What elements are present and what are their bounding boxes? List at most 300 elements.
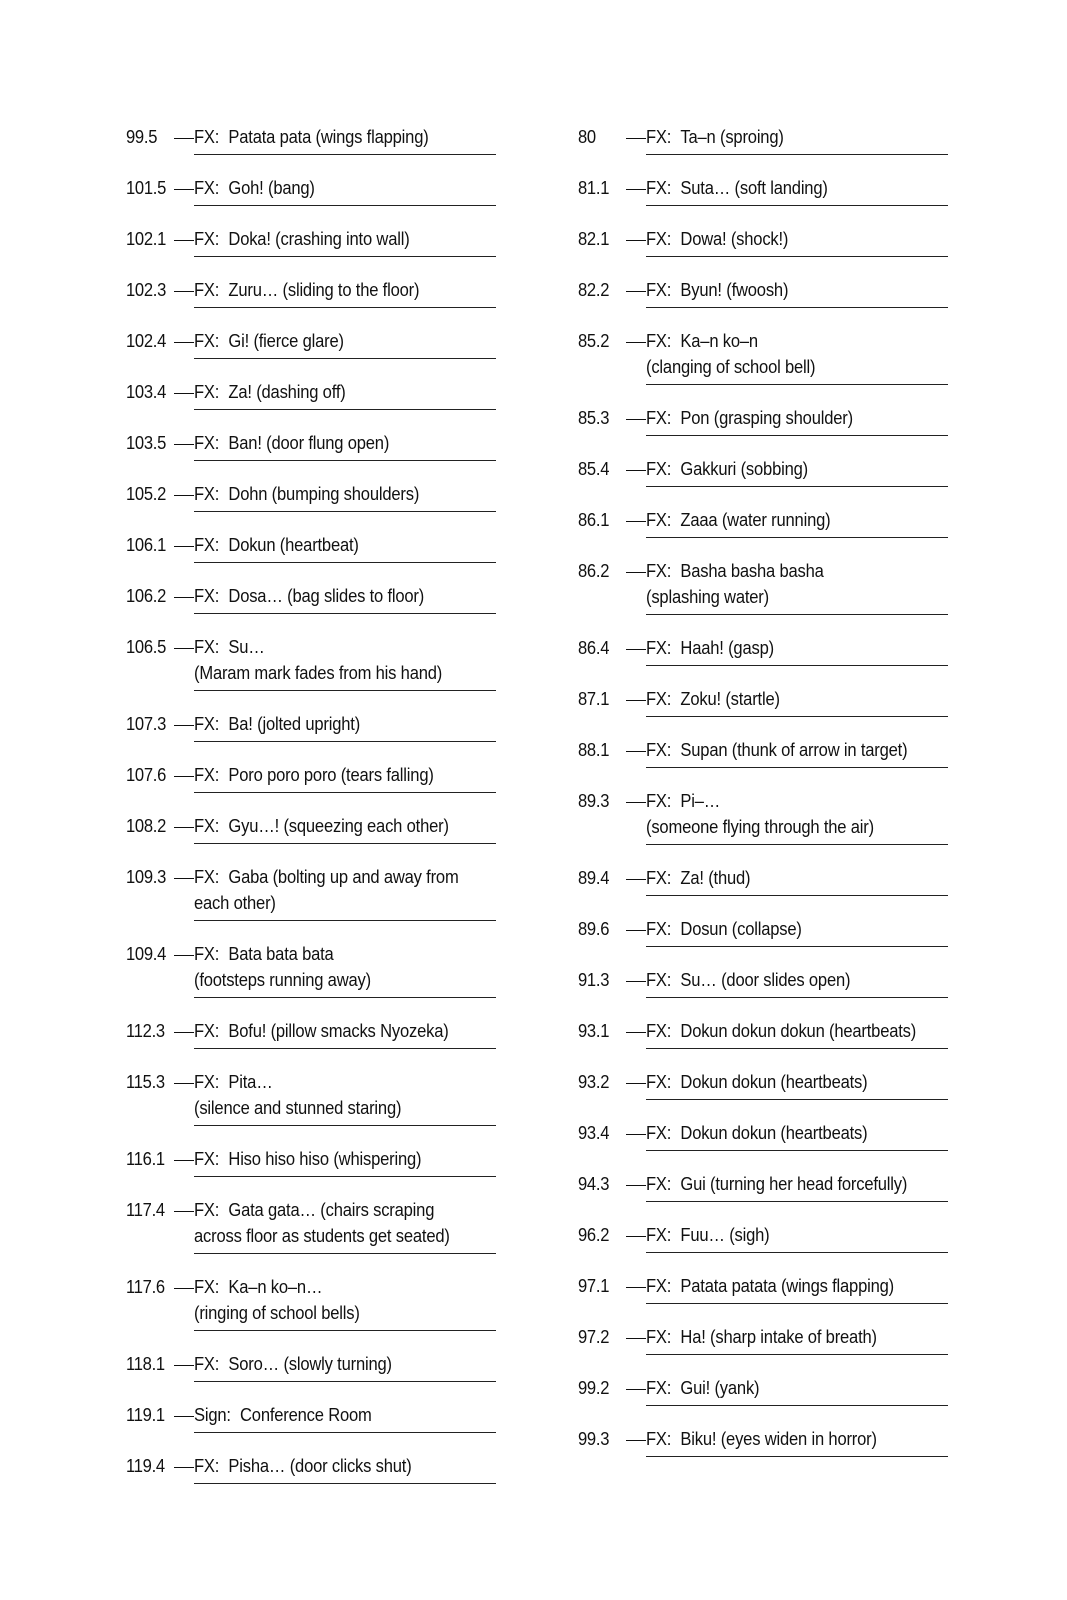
page-panel-ref: 109.4 <box>126 944 167 964</box>
leader-dash <box>626 1185 646 1186</box>
sfx-entry <box>126 277 496 308</box>
page-panel-ref: 107.6 <box>126 765 167 785</box>
sfx-label: FX: <box>646 178 672 198</box>
sfx-text: Hiso hiso hiso (whispering) <box>228 1149 422 1169</box>
leader-dash <box>174 291 194 292</box>
page-panel-ref: 97.2 <box>578 1327 610 1347</box>
sfx-label: FX: <box>646 740 672 760</box>
leader-dash <box>626 291 646 292</box>
sfx-text: Dokun dokun dokun (heartbeats) <box>680 1021 917 1041</box>
sfx-text: Dokun dokun (heartbeats) <box>680 1123 868 1143</box>
sfx-entry <box>126 1146 496 1177</box>
page-panel-ref: 99.3 <box>578 1429 610 1449</box>
sfx-label: FX: <box>194 1072 220 1092</box>
page-panel-ref: 99.2 <box>578 1378 610 1398</box>
sfx-label: FX: <box>194 1456 220 1476</box>
leader-dash <box>174 1211 194 1212</box>
sfx-text: Gi! (fierce glare) <box>228 331 344 351</box>
sfx-entry <box>578 507 948 538</box>
sfx-description <box>194 1018 496 1049</box>
sfx-description <box>646 788 948 845</box>
sfx-label: FX: <box>646 1174 672 1194</box>
sfx-description <box>646 124 948 155</box>
sfx-label: FX: <box>194 484 220 504</box>
sfx-text-continued: (Maram mark fades from his hand) <box>194 663 443 683</box>
sfx-description <box>646 737 948 768</box>
page-panel-ref: 101.5 <box>126 178 167 198</box>
sfx-text: Soro… (slowly turning) <box>228 1354 392 1374</box>
sfx-description <box>194 532 496 563</box>
sfx-text: Basha basha basha <box>680 561 824 581</box>
sfx-description <box>194 864 496 921</box>
sfx-entry <box>126 124 496 155</box>
sfx-text: Gui! (yank) <box>680 1378 760 1398</box>
sfx-label: FX: <box>194 867 220 887</box>
page-panel-ref: 117.4 <box>126 1200 165 1220</box>
sfx-entry <box>126 1453 496 1484</box>
leader-dash <box>174 1467 194 1468</box>
sfx-entry <box>578 277 948 308</box>
sfx-text: Za! (thud) <box>680 868 751 888</box>
sfx-label: FX: <box>194 127 220 147</box>
sfx-entry <box>126 1351 496 1382</box>
sfx-text: Zuru… (sliding to the floor) <box>228 280 420 300</box>
sfx-label: FX: <box>194 331 220 351</box>
sfx-entry <box>578 1273 948 1304</box>
sfx-text: Supan (thunk of arrow in target) <box>680 740 908 760</box>
leader-dash <box>626 1389 646 1390</box>
sfx-entry <box>126 379 496 410</box>
sfx-entry <box>126 941 496 998</box>
sfx-text: Gakkuri (sobbing) <box>680 459 808 479</box>
page-panel-ref: 102.1 <box>126 229 167 249</box>
leader-dash <box>174 495 194 496</box>
sfx-entry <box>126 1018 496 1049</box>
sfx-description <box>194 1146 496 1177</box>
page-panel-ref: 97.1 <box>578 1276 610 1296</box>
sfx-text: Doka! (crashing into wall) <box>228 229 410 249</box>
sfx-glossary-left-column <box>126 124 496 1504</box>
sfx-description <box>646 277 948 308</box>
leader-dash <box>626 189 646 190</box>
page-panel-ref: 93.2 <box>578 1072 610 1092</box>
leader-dash <box>174 1160 194 1161</box>
sfx-text: Gaba (bolting up and away from <box>228 867 459 887</box>
sfx-description <box>646 405 948 436</box>
sfx-description <box>194 813 496 844</box>
sfx-description <box>194 1402 496 1433</box>
sfx-entry <box>126 175 496 206</box>
sfx-entry <box>578 1324 948 1355</box>
sfx-label: FX: <box>646 229 672 249</box>
sfx-description <box>194 481 496 512</box>
sfx-label: FX: <box>646 1225 672 1245</box>
sfx-text: Dokun (heartbeat) <box>228 535 359 555</box>
sfx-entry <box>126 481 496 512</box>
sfx-label: FX: <box>194 816 220 836</box>
leader-dash <box>174 393 194 394</box>
sfx-description <box>646 686 948 717</box>
sfx-text-continued: (silence and stunned staring) <box>194 1098 402 1118</box>
sfx-description <box>646 1324 948 1355</box>
sfx-description <box>646 456 948 487</box>
page-panel-ref: 106.1 <box>126 535 167 555</box>
sfx-text-continued: each other) <box>194 893 276 913</box>
sfx-text-continued: (someone flying through the air) <box>646 817 874 837</box>
sfx-entry <box>578 405 948 436</box>
leader-dash <box>174 1365 194 1366</box>
page-panel-ref: 112.3 <box>126 1021 165 1041</box>
page-panel-ref: 88.1 <box>578 740 610 760</box>
sfx-text: Conference Room <box>240 1405 372 1425</box>
sfx-text: Zoku! (startle) <box>680 689 780 709</box>
leader-dash <box>626 572 646 573</box>
sfx-description <box>194 1274 496 1331</box>
leader-dash <box>174 1416 194 1417</box>
page-panel-ref: 82.2 <box>578 280 610 300</box>
leader-dash <box>174 1032 194 1033</box>
page-panel-ref: 80 <box>578 127 596 147</box>
sfx-label: FX: <box>194 765 220 785</box>
page-panel-ref: 86.1 <box>578 510 610 530</box>
sfx-label: FX: <box>646 561 672 581</box>
page-panel-ref: 85.3 <box>578 408 610 428</box>
sfx-text: Gyu…! (squeezing each other) <box>228 816 449 836</box>
sfx-entry <box>578 1120 948 1151</box>
sfx-text: Poro poro poro (tears falling) <box>228 765 434 785</box>
sfx-label: FX: <box>194 944 220 964</box>
sfx-description <box>194 277 496 308</box>
sfx-label: FX: <box>646 408 672 428</box>
sfx-entry <box>578 124 948 155</box>
sfx-label: FX: <box>194 382 220 402</box>
leader-dash <box>626 649 646 650</box>
sfx-text: Dowa! (shock!) <box>680 229 789 249</box>
sfx-text: Dosun (collapse) <box>680 919 802 939</box>
page-panel-ref: 102.4 <box>126 331 167 351</box>
sfx-entry <box>126 762 496 793</box>
page-panel-ref: 119.1 <box>126 1405 165 1425</box>
leader-dash <box>174 240 194 241</box>
leader-dash <box>626 1440 646 1441</box>
sfx-entry <box>578 635 948 666</box>
sfx-entry <box>578 175 948 206</box>
leader-dash <box>626 700 646 701</box>
sfx-label: FX: <box>646 919 672 939</box>
sfx-text: Ta–n (sproing) <box>680 127 784 147</box>
sfx-text-continued: (ringing of school bells) <box>194 1303 360 1323</box>
sfx-text: Pon (grasping shoulder) <box>680 408 853 428</box>
sfx-label: FX: <box>646 127 672 147</box>
sfx-entry <box>578 737 948 768</box>
sfx-text: Patata pata (wings flapping) <box>228 127 429 147</box>
leader-dash <box>174 776 194 777</box>
page-panel-ref: 91.3 <box>578 970 610 990</box>
sfx-text: Fuu… (sigh) <box>680 1225 770 1245</box>
leader-dash <box>174 1083 194 1084</box>
sfx-description <box>646 1273 948 1304</box>
page-panel-ref: 105.2 <box>126 484 167 504</box>
leader-dash <box>626 802 646 803</box>
leader-dash <box>174 725 194 726</box>
sfx-description <box>194 762 496 793</box>
sfx-text: Ba! (jolted upright) <box>228 714 361 734</box>
sfx-entry <box>578 967 948 998</box>
page-panel-ref: 109.3 <box>126 867 167 887</box>
sfx-label: FX: <box>194 714 220 734</box>
page-panel-ref: 96.2 <box>578 1225 610 1245</box>
page-panel-ref: 87.1 <box>578 689 610 709</box>
sfx-label: FX: <box>194 1200 220 1220</box>
sfx-description <box>194 634 496 691</box>
leader-dash <box>626 521 646 522</box>
sfx-label: FX: <box>194 433 220 453</box>
leader-dash <box>626 981 646 982</box>
sfx-entry <box>126 1274 496 1331</box>
sfx-text: Gui (turning her head forcefully) <box>680 1174 908 1194</box>
sfx-label: FX: <box>194 229 220 249</box>
sfx-description <box>646 1222 948 1253</box>
sfx-text-continued: (footsteps running away) <box>194 970 371 990</box>
sfx-description <box>646 507 948 538</box>
page-panel-ref: 93.1 <box>578 1021 610 1041</box>
sfx-label: FX: <box>646 1072 672 1092</box>
sfx-label: FX: <box>194 535 220 555</box>
sfx-text: Pita… <box>228 1072 273 1092</box>
sfx-entry <box>578 1018 948 1049</box>
sfx-description <box>646 558 948 615</box>
leader-dash <box>626 1134 646 1135</box>
sfx-description <box>194 124 496 155</box>
sfx-label: FX: <box>646 1123 672 1143</box>
sfx-entry <box>578 1222 948 1253</box>
page-panel-ref: 106.2 <box>126 586 167 606</box>
sfx-description <box>194 328 496 359</box>
sfx-description <box>194 941 496 998</box>
sfx-glossary-right-column <box>578 124 948 1477</box>
sfx-label: FX: <box>646 689 672 709</box>
sfx-text-continued: across floor as students get seated) <box>194 1226 450 1246</box>
sfx-entry <box>578 226 948 257</box>
sfx-label: FX: <box>194 178 220 198</box>
sfx-label: FX: <box>646 1327 672 1347</box>
sfx-description <box>194 1069 496 1126</box>
sfx-text: Ka–n ko–n… <box>228 1277 323 1297</box>
sfx-text: Ha! (sharp intake of breath) <box>680 1327 877 1347</box>
sfx-entry <box>578 788 948 845</box>
leader-dash <box>626 1083 646 1084</box>
sfx-description <box>194 1351 496 1382</box>
sfx-text: Bata bata bata <box>228 944 334 964</box>
sfx-label: FX: <box>646 280 672 300</box>
sfx-entry <box>578 1375 948 1406</box>
sfx-text: Bofu! (pillow smacks Nyozeka) <box>228 1021 449 1041</box>
sfx-text: Dosa… (bag slides to floor) <box>228 586 425 606</box>
sfx-entry <box>126 1197 496 1254</box>
sfx-label: FX: <box>646 1378 672 1398</box>
sfx-description <box>194 379 496 410</box>
sfx-description <box>194 1453 496 1484</box>
sfx-description <box>646 226 948 257</box>
leader-dash <box>626 879 646 880</box>
sfx-entry <box>126 1402 496 1433</box>
leader-dash <box>626 751 646 752</box>
page-panel-ref: 86.4 <box>578 638 610 658</box>
leader-dash <box>174 955 194 956</box>
page-panel-ref: 119.4 <box>126 1456 165 1476</box>
page-panel-ref: 118.1 <box>126 1354 165 1374</box>
sfx-label: FX: <box>194 637 220 657</box>
sfx-entry <box>578 1069 948 1100</box>
sfx-text: Biku! (eyes widen in horror) <box>680 1429 877 1449</box>
sfx-entry <box>126 532 496 563</box>
sfx-text-continued: (splashing water) <box>646 587 769 607</box>
sfx-label: FX: <box>646 1021 672 1041</box>
leader-dash <box>174 1288 194 1289</box>
sfx-description <box>646 1426 948 1457</box>
page-panel-ref: 102.3 <box>126 280 167 300</box>
sfx-text: Pisha… (door clicks shut) <box>228 1456 412 1476</box>
page-panel-ref: 99.5 <box>126 127 158 147</box>
sfx-description <box>646 328 948 385</box>
sfx-text: Dokun dokun (heartbeats) <box>680 1072 868 1092</box>
sfx-description <box>646 1120 948 1151</box>
leader-dash <box>626 419 646 420</box>
sfx-entry <box>578 686 948 717</box>
sfx-description <box>646 1069 948 1100</box>
sfx-label: FX: <box>194 1021 220 1041</box>
leader-dash <box>626 1032 646 1033</box>
sfx-description <box>194 583 496 614</box>
sfx-entry <box>126 583 496 614</box>
leader-dash <box>174 189 194 190</box>
sfx-entry <box>126 864 496 921</box>
page-panel-ref: 85.2 <box>578 331 610 351</box>
page-panel-ref: 85.4 <box>578 459 610 479</box>
sfx-label: FX: <box>646 1276 672 1296</box>
sfx-text: Dohn (bumping shoulders) <box>228 484 420 504</box>
leader-dash <box>174 597 194 598</box>
page-panel-ref: 89.3 <box>578 791 610 811</box>
page-panel-ref: 103.5 <box>126 433 167 453</box>
sfx-description <box>646 967 948 998</box>
sfx-label: FX: <box>194 280 220 300</box>
leader-dash <box>626 470 646 471</box>
sfx-description <box>194 175 496 206</box>
sfx-text-continued: (clanging of school bell) <box>646 357 816 377</box>
sfx-text: Haah! (gasp) <box>680 638 774 658</box>
page-panel-ref: 103.4 <box>126 382 167 402</box>
sfx-label: FX: <box>194 586 220 606</box>
sfx-description <box>646 1018 948 1049</box>
sfx-entry <box>578 1426 948 1457</box>
sfx-description <box>646 635 948 666</box>
sfx-text: Byun! (fwoosh) <box>680 280 789 300</box>
sfx-description <box>646 916 948 947</box>
leader-dash <box>626 1338 646 1339</box>
leader-dash <box>174 546 194 547</box>
sfx-entry <box>578 916 948 947</box>
sfx-text: Patata patata (wings flapping) <box>680 1276 894 1296</box>
page-panel-ref: 115.3 <box>126 1072 165 1092</box>
page-panel-ref: 108.2 <box>126 816 167 836</box>
sfx-entry <box>126 711 496 742</box>
leader-dash <box>626 1287 646 1288</box>
sfx-description <box>646 1171 948 1202</box>
sfx-text: Su… <box>228 637 265 657</box>
leader-dash <box>174 827 194 828</box>
sfx-label: FX: <box>646 1429 672 1449</box>
sfx-label: FX: <box>646 459 672 479</box>
page-panel-ref: 89.4 <box>578 868 610 888</box>
sfx-entry <box>578 558 948 615</box>
sfx-entry <box>578 456 948 487</box>
sfx-text: Zaaa (water running) <box>680 510 831 530</box>
sfx-label: FX: <box>646 331 672 351</box>
page-panel-ref: 94.3 <box>578 1174 610 1194</box>
sfx-label: FX: <box>646 791 672 811</box>
sfx-entry <box>578 328 948 385</box>
sfx-label: FX: <box>646 970 672 990</box>
sfx-description <box>646 865 948 896</box>
sfx-entry <box>126 813 496 844</box>
leader-dash <box>626 930 646 931</box>
page-panel-ref: 117.6 <box>126 1277 165 1297</box>
sfx-description <box>194 226 496 257</box>
sfx-description <box>194 711 496 742</box>
sfx-text: Goh! (bang) <box>228 178 315 198</box>
leader-dash <box>626 1236 646 1237</box>
sfx-label: FX: <box>194 1354 220 1374</box>
sfx-description <box>194 430 496 461</box>
sfx-entry <box>578 1171 948 1202</box>
sfx-entry <box>126 328 496 359</box>
sfx-label: FX: <box>194 1149 220 1169</box>
sfx-description <box>194 1197 496 1254</box>
leader-dash <box>174 138 194 139</box>
sfx-entry <box>126 1069 496 1126</box>
leader-dash <box>626 240 646 241</box>
sfx-text: Ka–n ko–n <box>680 331 758 351</box>
sfx-text: Su… (door slides open) <box>680 970 851 990</box>
page-panel-ref: 107.3 <box>126 714 167 734</box>
leader-dash <box>174 444 194 445</box>
leader-dash <box>626 138 646 139</box>
page-panel-ref: 106.5 <box>126 637 167 657</box>
leader-dash <box>174 648 194 649</box>
sfx-label: FX: <box>646 510 672 530</box>
sfx-entry <box>126 634 496 691</box>
page-panel-ref: 93.4 <box>578 1123 610 1143</box>
sfx-text: Gata gata… (chairs scraping <box>228 1200 435 1220</box>
leader-dash <box>174 342 194 343</box>
leader-dash <box>174 878 194 879</box>
sfx-description <box>646 175 948 206</box>
sfx-text: Pi–… <box>680 791 721 811</box>
sfx-label: Sign: <box>194 1405 231 1425</box>
sfx-label: FX: <box>646 638 672 658</box>
sfx-label: FX: <box>646 868 672 888</box>
sfx-text: Suta… (soft landing) <box>680 178 828 198</box>
page-panel-ref: 81.1 <box>578 178 610 198</box>
page-panel-ref: 82.1 <box>578 229 610 249</box>
page-panel-ref: 116.1 <box>126 1149 165 1169</box>
sfx-entry <box>126 226 496 257</box>
sfx-text: Za! (dashing off) <box>228 382 346 402</box>
sfx-text: Ban! (door flung open) <box>228 433 390 453</box>
page-panel-ref: 86.2 <box>578 561 610 581</box>
sfx-label: FX: <box>194 1277 220 1297</box>
